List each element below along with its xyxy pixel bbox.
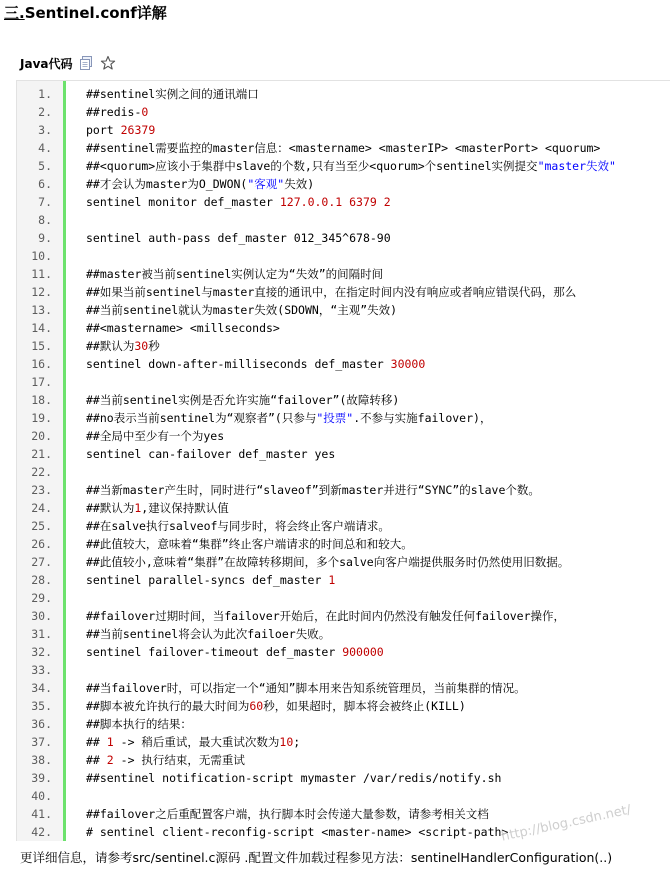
code-token: ##master被当前sentinel实例认定为“失效”的间隔时间 xyxy=(86,267,384,281)
line-number: 18. xyxy=(31,393,52,407)
code-line xyxy=(38,121,670,139)
line-number: 12. xyxy=(31,285,52,299)
line-number: 41. xyxy=(31,807,52,821)
code-line xyxy=(31,409,670,427)
footer-note: 更详细信息，请参考src/sentinel.c源码 .配置文件加载过程参见方法：sentinelHandlerConfiguration(..) xyxy=(20,850,613,865)
line-number: 13. xyxy=(31,303,52,317)
code-token: sentinel monitor def_master xyxy=(86,195,280,209)
line-number: 15. xyxy=(31,339,52,353)
code-token: ; xyxy=(293,735,301,749)
line-code xyxy=(86,697,466,715)
code-line xyxy=(31,265,670,283)
star-icon[interactable] xyxy=(100,55,116,71)
line-code xyxy=(86,715,192,733)
code-line xyxy=(31,355,670,373)
code-token: ## xyxy=(86,753,107,767)
code-line xyxy=(31,733,670,751)
number-token: 2 xyxy=(383,195,391,209)
code-token: ##failover之后重配置客户端，执行脚本时会传递大量参数，请参考相关文档 xyxy=(86,807,489,821)
line-code xyxy=(86,823,508,841)
line-code xyxy=(86,535,413,553)
line-number: 11. xyxy=(31,267,52,281)
number-token: 127.0.0.1 xyxy=(279,195,343,209)
code-token: -> 执行结束，无需重试 xyxy=(113,753,245,767)
line-code xyxy=(86,445,335,463)
line-number: 33. xyxy=(31,663,52,677)
code-token: ##默认为 xyxy=(86,339,135,353)
code-token: sentinel auth-pass def_master 012_345^678-90 xyxy=(86,231,391,245)
code-token: sentinel down-after-milliseconds def_master xyxy=(86,357,391,371)
line-number: 42. xyxy=(31,825,52,839)
number-token: 1 xyxy=(134,501,142,515)
code-token: ,建议保持默认值 xyxy=(141,501,229,515)
code-line xyxy=(31,373,670,391)
line-number: 39. xyxy=(31,771,52,785)
line-number: 19. xyxy=(31,411,52,425)
line-number: 36. xyxy=(31,717,52,731)
number-token: 2 xyxy=(106,753,114,767)
line-code xyxy=(86,355,425,373)
line-number: 16. xyxy=(31,357,52,371)
code-line xyxy=(31,319,670,337)
code-toolbar xyxy=(20,54,116,72)
copy-icon[interactable] xyxy=(78,55,94,71)
code-token: ##此值较大，意味着“集群”终止客户端请求的时间总和和较大。 xyxy=(86,537,413,551)
line-code xyxy=(86,193,391,211)
line-number: 21. xyxy=(31,447,52,461)
code-content xyxy=(31,81,670,841)
line-number: 29. xyxy=(31,591,52,605)
line-number: 9. xyxy=(38,231,52,245)
line-number: 1. xyxy=(38,87,52,101)
string-token: "客观" xyxy=(247,177,285,191)
line-number: 8. xyxy=(38,213,52,227)
code-token: # sentinel client-reconfig-script <master-name> <script-path> xyxy=(86,825,509,839)
code-line xyxy=(38,139,670,157)
code-line xyxy=(31,445,670,463)
code-line xyxy=(31,751,670,769)
line-number: 26. xyxy=(31,537,52,551)
code-token: ##<quorum>应该小于集群中slave的个数,只有当至少<quorum>个sentinel实例提交 xyxy=(86,159,538,173)
line-code xyxy=(86,301,397,319)
code-token: 秒 xyxy=(148,339,160,353)
code-token: ##当前sentinel就认为master失效(SDOWN，“主观”失效) xyxy=(86,303,398,317)
line-code xyxy=(86,319,280,337)
code-line xyxy=(31,643,670,661)
code-line xyxy=(31,499,670,517)
number-token: 26379 xyxy=(120,123,156,137)
line-number: 23. xyxy=(31,483,52,497)
line-code xyxy=(86,607,565,625)
line-number: 30. xyxy=(31,609,52,623)
code-token: ##sentinel需要监控的master信息：<mastername> <masterIP> <masterPort> <quorum> xyxy=(86,141,601,155)
code-line xyxy=(31,679,670,697)
code-line xyxy=(31,625,670,643)
line-number: 20. xyxy=(31,429,52,443)
line-code xyxy=(86,85,259,103)
code-token: ##当前sentinel将会认为此次failoer失败。 xyxy=(86,627,331,641)
line-number: 31. xyxy=(31,627,52,641)
code-token: ##全局中至少有一个为yes xyxy=(86,429,225,443)
code-token: ##failover过期时间，当failover开始后，在此时间内仍然没有触发任何failover操作， xyxy=(86,609,566,623)
line-code xyxy=(86,139,600,157)
line-number: 4. xyxy=(38,141,52,155)
line-number: 28. xyxy=(31,573,52,587)
line-number: 17. xyxy=(31,375,52,389)
line-code xyxy=(86,643,384,661)
code-token: ##在salve执行salveof与同步时，将会终止客户端请求。 xyxy=(86,519,390,533)
string-token: "master失效" xyxy=(537,159,616,173)
code-line xyxy=(31,607,670,625)
line-code xyxy=(86,571,335,589)
line-number: 38. xyxy=(31,753,52,767)
line-code xyxy=(86,337,160,355)
code-token: ##才会认为master为O_DWON( xyxy=(86,177,248,191)
code-line xyxy=(38,85,670,103)
code-token: sentinel can-failover def_master yes xyxy=(86,447,336,461)
code-token: ##脚本执行的结果： xyxy=(86,717,192,731)
code-token: 失效) xyxy=(284,177,315,191)
code-language-label: Java代码 xyxy=(20,56,73,71)
code-token: ##当前sentinel实例是否允许实施“failover”(故障转移) xyxy=(86,393,400,407)
line-code xyxy=(86,553,569,571)
line-code xyxy=(86,679,526,697)
code-line xyxy=(31,535,670,553)
number-token: 60 xyxy=(249,699,264,713)
line-number: 5. xyxy=(38,159,52,173)
number-token: 10 xyxy=(279,735,294,749)
code-token: ##脚本被允许执行的最大时间为 xyxy=(86,699,250,713)
code-line xyxy=(31,589,670,607)
code-line xyxy=(38,157,670,175)
code-token: -> 稍后重试，最大重试次数为 xyxy=(113,735,280,749)
code-block xyxy=(16,80,670,841)
code-line xyxy=(31,715,670,733)
code-token: sentinel failover-timeout def_master xyxy=(86,645,343,659)
code-line xyxy=(31,553,670,571)
code-line xyxy=(31,769,670,787)
heading-title: Sentinel.conf详解 xyxy=(24,4,167,22)
number-token: 0 xyxy=(141,105,149,119)
heading-prefix: 三. xyxy=(4,4,25,22)
code-line xyxy=(38,229,670,247)
line-code xyxy=(86,769,501,787)
code-line xyxy=(31,337,670,355)
code-token: ##此值较小,意味着“集群”在故障转移期间，多个salve向客户端提供服务时仍然使用旧数据。 xyxy=(86,555,570,569)
line-code xyxy=(86,391,399,409)
code-token: ##当新master产生时，同时进行“slaveof”到新master并进行“SYNC”的slave个数。 xyxy=(86,483,540,497)
line-code xyxy=(86,733,300,751)
number-token: 900000 xyxy=(342,645,384,659)
line-number: 10. xyxy=(31,249,52,263)
line-code xyxy=(86,625,330,643)
line-code xyxy=(86,175,314,193)
code-token: ##如果当前sentinel与master直接的通讯中，在指定时间内没有响应或者响应错误代码，那么 xyxy=(86,285,577,299)
line-number: 7. xyxy=(38,195,52,209)
code-line xyxy=(31,481,670,499)
string-token: "投票" xyxy=(316,411,354,425)
line-code xyxy=(86,103,148,121)
line-code xyxy=(86,751,245,769)
code-token: port xyxy=(86,123,121,137)
line-code xyxy=(86,157,616,175)
watermark: http://blog.csdn.net/ xyxy=(500,802,633,845)
line-number: 40. xyxy=(31,789,52,803)
line-code xyxy=(86,265,383,283)
line-number: 22. xyxy=(31,465,52,479)
number-token: 30000 xyxy=(390,357,426,371)
number-token: 1 xyxy=(106,735,114,749)
number-token: 6379 xyxy=(349,195,377,209)
code-line xyxy=(31,427,670,445)
code-token: 秒，如果超时，脚本将会被终止(KILL) xyxy=(263,699,466,713)
code-line-list xyxy=(31,85,670,841)
line-number: 3. xyxy=(38,123,52,137)
line-code xyxy=(86,283,576,301)
line-code xyxy=(86,427,224,445)
line-code xyxy=(86,517,390,535)
code-line xyxy=(38,103,670,121)
code-line xyxy=(31,517,670,535)
code-line xyxy=(31,787,670,805)
line-number: 24. xyxy=(31,501,52,515)
number-token: 30 xyxy=(134,339,149,353)
code-line xyxy=(31,301,670,319)
code-line xyxy=(31,661,670,679)
section-heading xyxy=(4,2,167,23)
line-code xyxy=(86,121,155,139)
line-number: 35. xyxy=(31,699,52,713)
code-token: ##<mastername> <millseconds> xyxy=(86,321,280,335)
code-line xyxy=(38,193,670,211)
line-code xyxy=(86,481,540,499)
code-line xyxy=(31,247,670,265)
line-number: 37. xyxy=(31,735,52,749)
code-token: ##sentinel notification-script mymaster /var/redis/notify.sh xyxy=(86,771,502,785)
line-number: 14. xyxy=(31,321,52,335)
code-line xyxy=(38,211,670,229)
number-token: 1 xyxy=(328,573,336,587)
code-line xyxy=(31,571,670,589)
line-number: 2. xyxy=(38,105,52,119)
line-code xyxy=(86,229,391,247)
line-code xyxy=(86,805,489,823)
code-line xyxy=(38,175,670,193)
code-token: ## xyxy=(86,735,107,749)
line-number: 34. xyxy=(31,681,52,695)
line-number: 6. xyxy=(38,177,52,191)
code-line xyxy=(31,391,670,409)
line-number: 32. xyxy=(31,645,52,659)
line-number: 27. xyxy=(31,555,52,569)
code-line xyxy=(31,463,670,481)
code-token: ##redis- xyxy=(86,105,142,119)
code-line xyxy=(31,283,670,301)
code-token: ##当failover时，可以指定一个“通知”脚本用来告知系统管理员，当前集群的情况。 xyxy=(86,681,526,695)
line-code xyxy=(86,499,229,517)
code-token: sentinel parallel-syncs def_master xyxy=(86,573,329,587)
code-token: ##sentinel实例之间的通讯端口 xyxy=(86,87,259,101)
code-line xyxy=(31,697,670,715)
code-token: ##no表示当前sentinel为“观察者”(只参与 xyxy=(86,411,317,425)
line-code xyxy=(86,409,491,427)
code-token xyxy=(377,195,384,209)
code-token: ##默认为 xyxy=(86,501,135,515)
code-token: .不参与实施failover)， xyxy=(353,411,492,425)
line-number: 25. xyxy=(31,519,52,533)
